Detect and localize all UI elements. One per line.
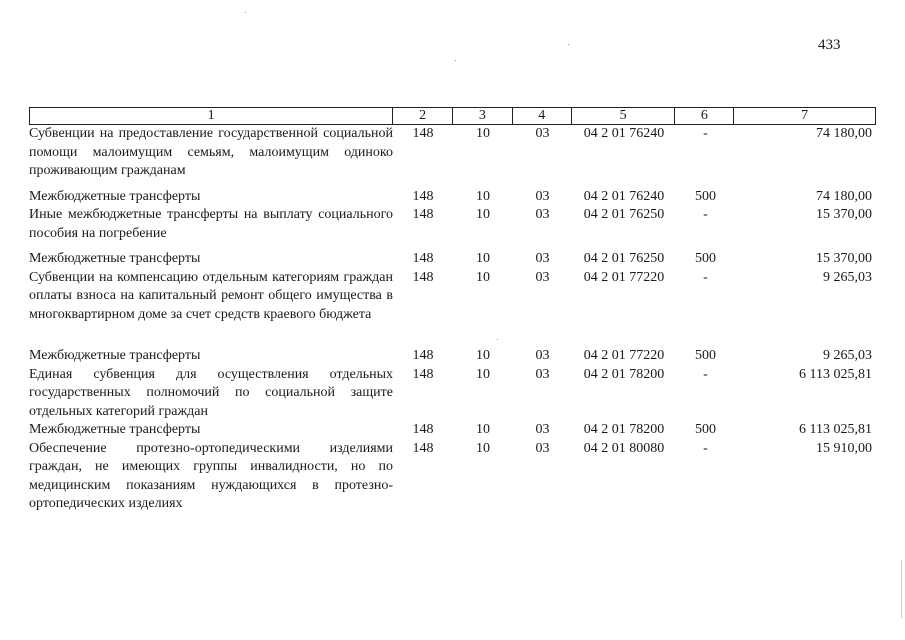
table-row [29, 188, 876, 207]
row-code-2: 148 [412, 440, 434, 456]
row-code-2: 148 [412, 348, 434, 363]
row-code-4: 03 [535, 440, 550, 456]
column-header-7: 7 [801, 108, 809, 123]
row-amount: 9 265,03 [823, 269, 872, 285]
row-code-4: 03 [535, 126, 550, 141]
row-code-3: 10 [476, 207, 490, 222]
budget-table [29, 107, 876, 514]
row-code-2: 148 [412, 188, 434, 204]
row-code-3: 10 [476, 188, 490, 204]
table-row [29, 125, 876, 181]
row-amount: 15 370,00 [816, 207, 872, 222]
row-code-4: 03 [535, 269, 550, 285]
column-header-6: 6 [675, 108, 734, 124]
row-code-6: 500 [695, 188, 716, 204]
row-name: Субвенции на предоставление государственной социальной помощи малоимущим семьям, малоимущим одиноко проживающим гражданам [29, 126, 393, 178]
row-code-6: - [703, 366, 708, 382]
row-code-4: 03 [535, 251, 550, 266]
row-code-2: 148 [412, 207, 434, 222]
row-name: Межбюджетные трансферты [29, 188, 201, 204]
row-code-3: 10 [476, 269, 490, 285]
row-name: Обеспечение протезно-ортопедическими изделиями граждан, не имеющих группы инвалидности, но по медицинским показаниям нуждающихся в протезно-ортопедических изделиях [29, 440, 393, 511]
row-code-2: 148 [412, 269, 434, 285]
row-name: Субвенции на компенсацию отдельным категориям граждан оплаты взноса на капитальный ремонт общего имущества в многоквартирном доме за счет средств краевого бюджета [29, 269, 393, 322]
row-code-4: 03 [535, 422, 550, 437]
row-name: Межбюджетные трансферты [29, 348, 201, 363]
table-row [29, 440, 876, 514]
row-amount: 15 370,00 [816, 251, 872, 266]
row-code-5: 04 2 01 77220 [583, 348, 665, 363]
table-row [29, 366, 876, 422]
row-code-6: - [703, 207, 708, 222]
row-code-3: 10 [476, 440, 490, 456]
row-code-2: 148 [412, 126, 434, 141]
row-code-5: 04 2 01 78200 [583, 422, 665, 437]
row-code-6: - [703, 440, 708, 456]
table-row [29, 250, 876, 269]
column-header-4: 4 [513, 108, 572, 124]
row-code-4: 03 [535, 348, 550, 363]
row-name: Межбюджетные трансферты [29, 422, 201, 437]
row-code-6: 500 [695, 422, 716, 437]
row-name: Единая субвенция для осуществления отдельных государственных полномочий по социальной защите отдельных категорий граждан [29, 366, 393, 419]
row-code-3: 10 [476, 422, 490, 437]
row-code-5: 04 2 01 77220 [583, 269, 665, 285]
row-code-4: 03 [535, 188, 550, 204]
table-row [29, 347, 876, 366]
row-code-5: 04 2 01 78200 [583, 366, 665, 382]
row-name: Иные межбюджетные трансферты на выплату социального пособия на погребение [29, 207, 393, 241]
row-code-6: 500 [695, 251, 716, 266]
row-code-6: - [703, 126, 708, 141]
table-row [29, 421, 876, 440]
table-header-row [29, 107, 876, 125]
row-amount: 74 180,00 [816, 188, 872, 204]
row-amount: 9 265,03 [823, 348, 872, 363]
row-code-4: 03 [535, 207, 550, 222]
column-header-1: 1 [30, 108, 393, 124]
row-code-2: 148 [412, 366, 434, 382]
row-code-3: 10 [476, 126, 490, 141]
table-row [29, 269, 876, 325]
row-code-2: 148 [412, 422, 434, 437]
row-amount: 15 910,00 [816, 440, 872, 456]
row-amount: 74 180,00 [816, 126, 872, 141]
row-amount: 6 113 025,81 [799, 422, 872, 437]
row-code-3: 10 [476, 366, 490, 382]
column-header-3: 3 [453, 108, 513, 124]
row-code-5: 04 2 01 76240 [583, 188, 665, 204]
scan-speck [455, 60, 456, 61]
row-amount: 6 113 025,81 [799, 366, 872, 382]
row-code-5: 04 2 01 76250 [583, 251, 665, 266]
row-code-5: 04 2 01 80080 [583, 440, 665, 456]
scan-speck [568, 44, 569, 45]
row-code-5: 04 2 01 76250 [583, 207, 665, 222]
row-code-5: 04 2 01 76240 [583, 126, 665, 141]
scan-edge-line [901, 560, 902, 618]
row-code-2: 148 [412, 251, 434, 266]
row-code-3: 10 [476, 348, 490, 363]
page-number: 433 [818, 37, 841, 53]
scan-speck [245, 12, 246, 13]
row-code-4: 03 [535, 366, 550, 382]
row-code-3: 10 [476, 251, 490, 266]
row-code-6: - [703, 269, 708, 285]
column-header-5: 5 [572, 108, 676, 124]
row-name: Межбюджетные трансферты [29, 251, 201, 266]
column-header-2: 2 [393, 108, 453, 124]
table-row [29, 206, 876, 243]
row-code-6: 500 [695, 348, 716, 363]
